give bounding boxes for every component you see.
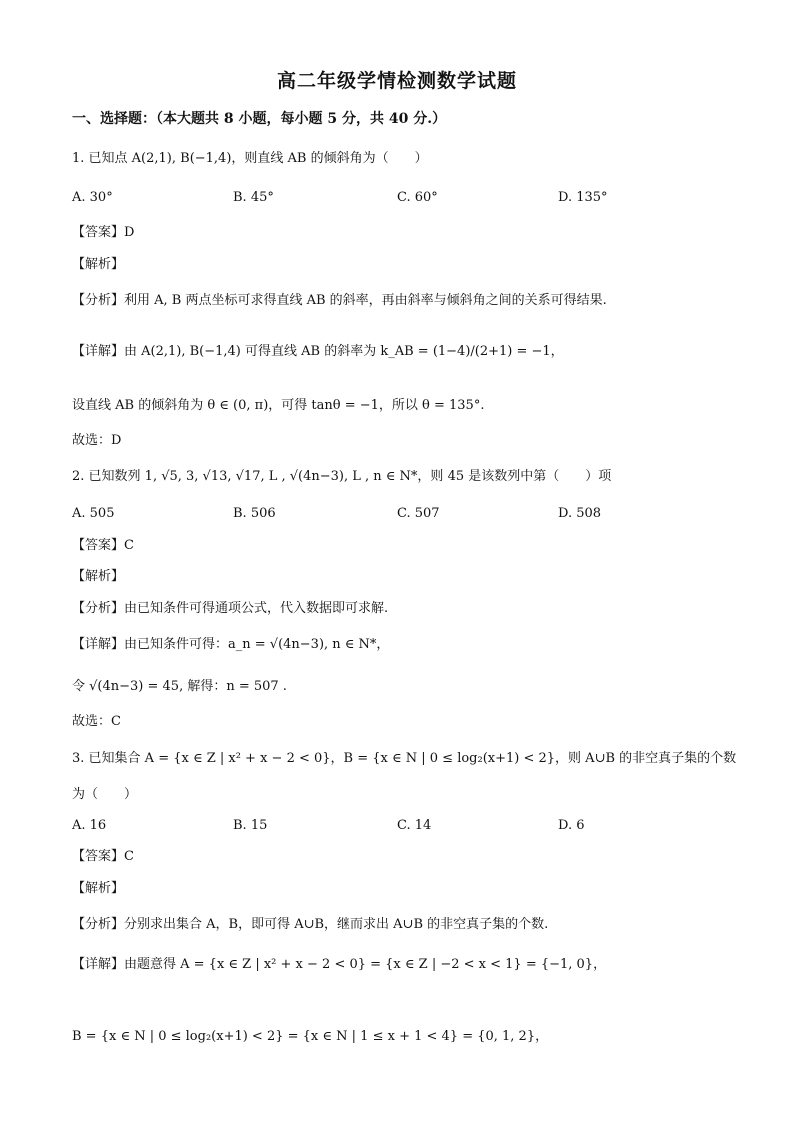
- q2-stem: 2. 已知数列 1, √5, 3, √13, √17, L , √(4n−3), L , n ∈ N*，则 45 是该数列中第（ ）项: [72, 469, 612, 484]
- q1-analysis-label: 【解析】: [72, 257, 125, 272]
- q3-detail: 【详解】由题意得 A = {x ∈ Z | x² + x − 2 < 0} = {x ∈ Z | −2 < x < 1} = {−1, 0}，: [72, 957, 607, 972]
- q1-answer: 【答案】D: [72, 225, 135, 240]
- section-heading: 一、选择题：（本大题共 8 小题，每小题 5 分，共 40 分.）: [72, 111, 447, 127]
- q2-option-c: C. 507: [397, 506, 440, 521]
- q3-option-c: C. 14: [397, 818, 432, 833]
- q2-option-a: A. 505: [72, 506, 115, 521]
- q3-fenxi: 【分析】分别求出集合 A，B，即可得 A∪B，继而求出 A∪B 的非空真子集的个数.: [72, 917, 549, 932]
- q2-option-d: D. 508: [558, 506, 602, 521]
- q3-option-a: A. 16: [72, 818, 107, 833]
- q1-option-b: B. 45°: [233, 190, 274, 205]
- q2-choose: 故选：C: [72, 714, 121, 729]
- q1-detail: 【详解】由 A(2,1), B(−1,4) 可得直线 AB 的斜率为 k_AB = (1−4)/(2+1) = −1，: [72, 344, 564, 359]
- q2-answer: 【答案】C: [72, 538, 134, 553]
- q1-stem: 1. 已知点 A(2,1), B(−1,4)，则直线 AB 的倾斜角为（ ）: [72, 151, 428, 166]
- q1-detail-2: 设直线 AB 的倾斜角为 θ ∈ (0, π)，可得 tanθ = −1，所以 θ = 135°.: [72, 398, 485, 413]
- q3-analysis-label: 【解析】: [72, 881, 125, 896]
- q3-answer: 【答案】C: [72, 849, 134, 864]
- q1-option-a: A. 30°: [72, 190, 113, 205]
- q1-choose: 故选：D: [72, 433, 122, 448]
- q3-stem-2: 为（ ）: [72, 787, 138, 802]
- q3-option-b: B. 15: [233, 818, 268, 833]
- q3-detail-2: B = {x ∈ N | 0 ≤ log₂(x+1) < 2} = {x ∈ N | 1 ≤ x + 1 < 4} = {0, 1, 2}，: [72, 1029, 549, 1044]
- q2-detail-2: 令 √(4n−3) = 45, 解得：n = 507 .: [72, 679, 287, 694]
- q1-fenxi: 【分析】利用 A, B 两点坐标可求得直线 AB 的斜率，再由斜率与倾斜角之间的关系可得结果.: [72, 293, 607, 308]
- q2-option-b: B. 506: [233, 506, 276, 521]
- q1-option-d: D. 135°: [558, 190, 608, 205]
- q1-option-c: C. 60°: [397, 190, 438, 205]
- q2-analysis-label: 【解析】: [72, 569, 125, 584]
- q3-option-d: D. 6: [558, 818, 585, 833]
- q3-stem: 3. 已知集合 A = {x ∈ Z | x² + x − 2 < 0}，B = {x ∈ N | 0 ≤ log₂(x+1) < 2}，则 A∪B 的非空真子集的个数: [72, 751, 737, 766]
- page-title: 高二年级学情检测数学试题: [276, 70, 517, 92]
- q2-detail: 【详解】由已知条件可得：a_n = √(4n−3), n ∈ N*，: [72, 637, 390, 652]
- q2-fenxi: 【分析】由已知条件可得通项公式，代入数据即可求解.: [72, 601, 389, 616]
